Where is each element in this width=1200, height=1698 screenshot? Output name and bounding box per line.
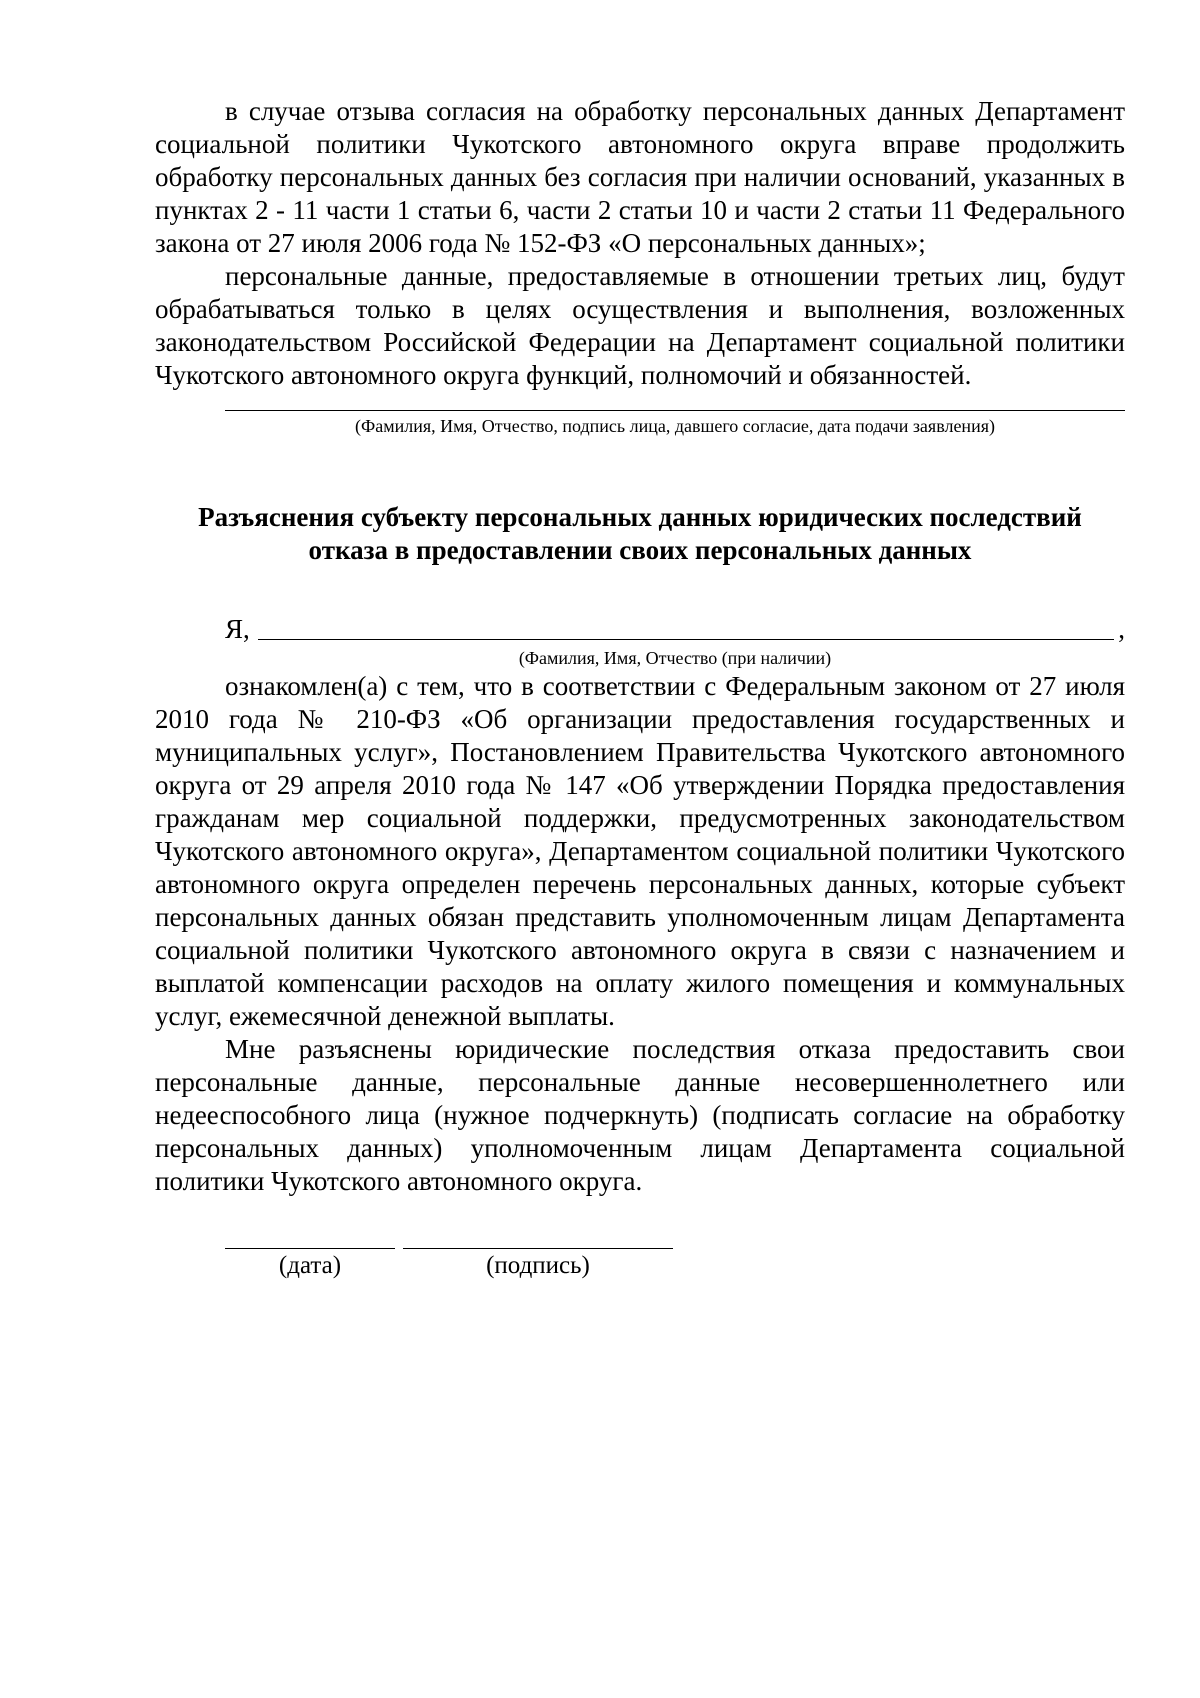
consequences-paragraph: Мне разъяснены юридические последствия отказа предоставить свои персональные данные, персональные данные несовершеннолетнего или недееспособного лица (нужное подчеркнуть) (подписать согласие на обработку персональных данных) уполномоченным лицам Департамента социальной политики Чукотского автономного округа. bbox=[155, 1034, 1125, 1196]
signature-label: (подпись) bbox=[486, 1252, 590, 1279]
document-page bbox=[155, 95, 1125, 1281]
name-caption: (Фамилия, Имя, Отчество (при наличии) bbox=[518, 648, 832, 668]
name-fill-line[interactable] bbox=[258, 638, 1114, 640]
date-fill-line[interactable] bbox=[225, 1248, 395, 1249]
consent-signature-line[interactable] bbox=[225, 410, 1125, 411]
date-signature-row bbox=[225, 1248, 1125, 1281]
acknowledgement-paragraph: ознакомлен(а) с тем, что в соответствии с Федеральным законом от 27 июля 2010 года № 210-ФЗ «Об организации предоставления государственных и муниципальных услуг», Постановлением Правительства Чукотского автономного округа от 29 апреля 2010 года № 147 «Об утверждении Порядка предоставления гражданам мер социальной поддержки, предусмотренных законодательством Чукотского автономного округа», Департаментом социальной политики Чукотского автономного округа определен перечень персональных данных, которые субъект персональных данных обязан представить уполномоченным лицам Департамента социальной политики Чукотского автономного округа в связи с назначением и выплатой компенсации расходов на оплату жилого помещения и коммунальных услуг, ежемесячной денежной выплаты. bbox=[155, 671, 1125, 1031]
name-prefix: Я, bbox=[225, 614, 250, 644]
consent-signature-block bbox=[225, 410, 1125, 437]
date-field bbox=[225, 1248, 395, 1281]
name-row bbox=[155, 613, 1125, 646]
consent-signature-caption: (Фамилия, Имя, Отчество, подпись лица, давшего согласие, дата подачи заявления) bbox=[355, 416, 995, 436]
section-heading: Разъяснения субъекту персональных данных юридических последствий отказа в предоставлении своих персональных данных bbox=[198, 502, 1082, 565]
signature-field bbox=[403, 1248, 673, 1281]
date-label: (дата) bbox=[278, 1252, 342, 1279]
signature-fill-line[interactable] bbox=[403, 1248, 673, 1249]
consent-withdrawal-paragraph: в случае отзыва согласия на обработку персональных данных Департамент социальной политики Чукотского автономного округа вправе продолжить обработку персональных данных без согласия при наличии оснований, указанных в пунктах 2 - 11 части 1 статьи 6, части 2 статьи 10 и части 2 статьи 11 Федерального закона от 27 июля 2006 года № 152-ФЗ «О персональных данных»; bbox=[155, 96, 1125, 258]
third-party-data-paragraph: персональные данные, предоставляемые в отношении третьих лиц, будут обрабатываться только в целях осуществления и выполнения, возложенных законодательством Российской Федерации на Департамент социальной политики Чукотского автономного округа функций, полномочий и обязанностей. bbox=[155, 261, 1125, 390]
name-suffix: , bbox=[1118, 614, 1125, 644]
